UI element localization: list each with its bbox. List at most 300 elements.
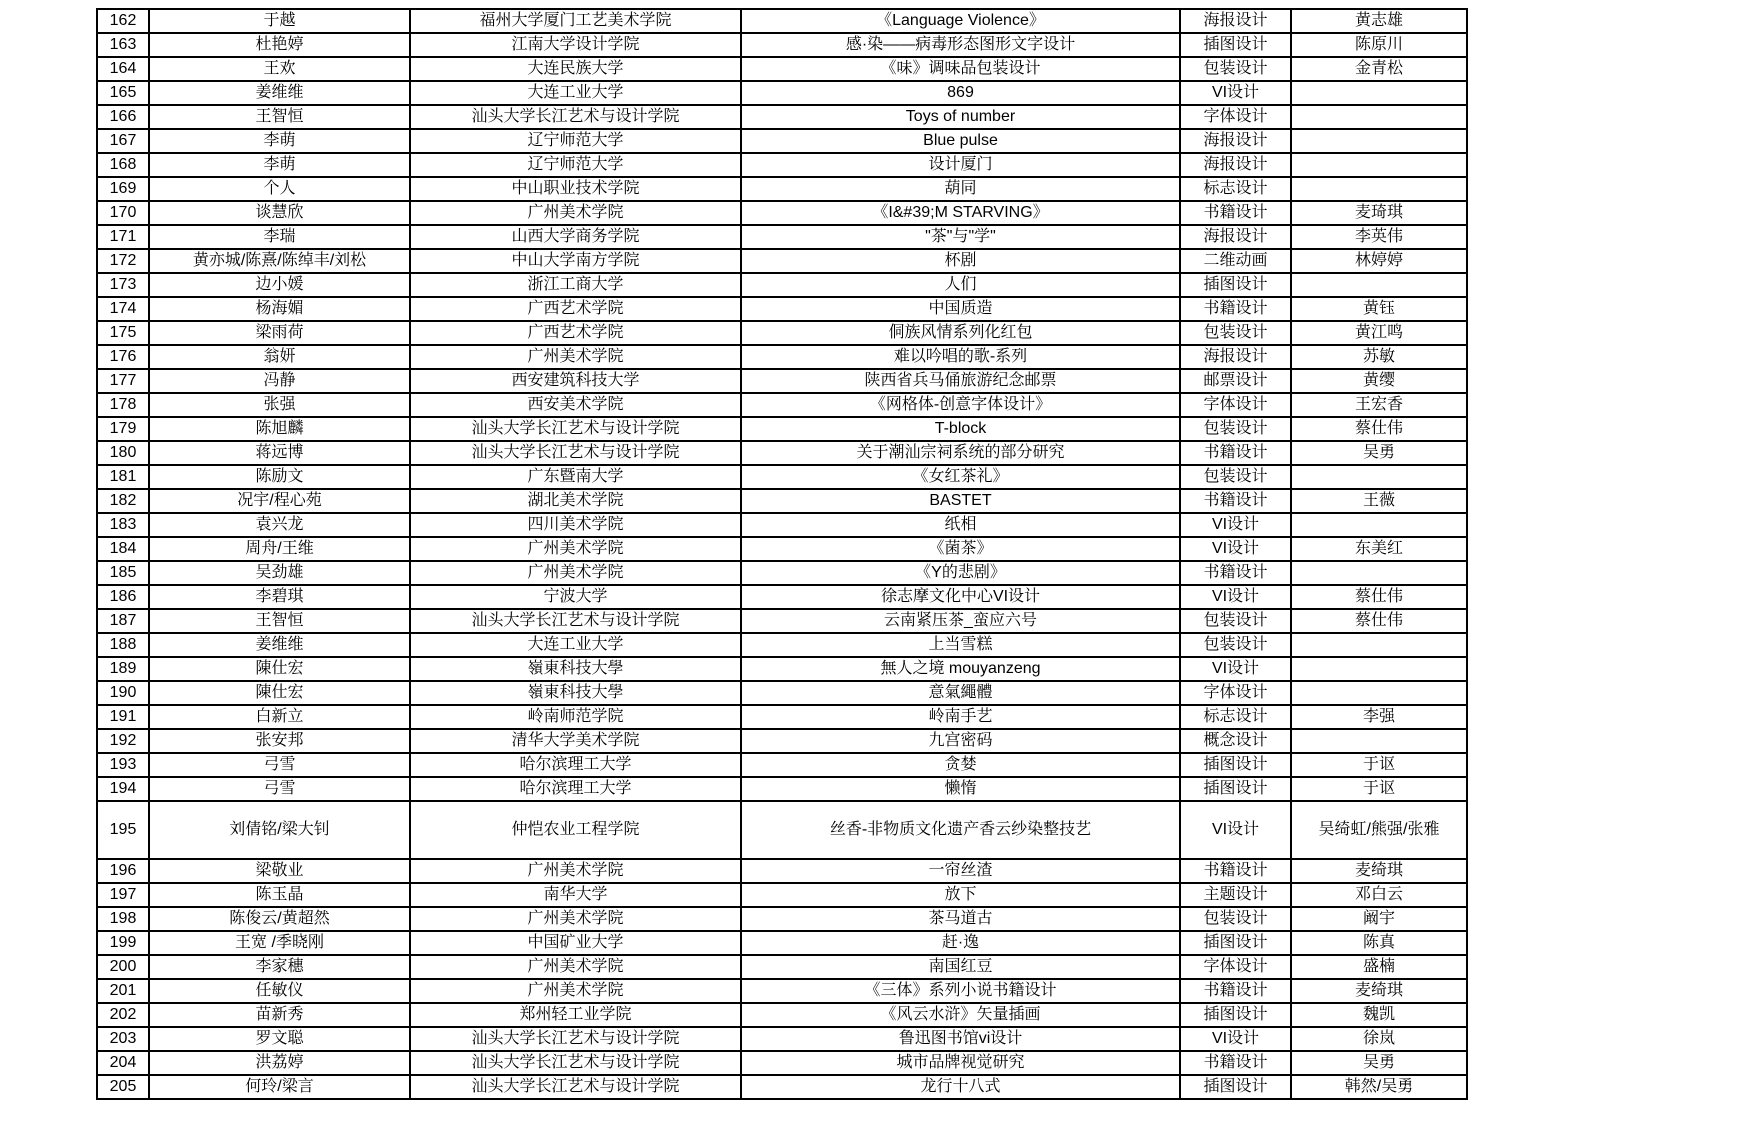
cell-advisor: 阚宇 — [1291, 907, 1467, 931]
cell-category: 海报设计 — [1180, 345, 1291, 369]
cell-name: 李萌 — [149, 153, 410, 177]
cell-category: 书籍设计 — [1180, 859, 1291, 883]
cell-no: 180 — [97, 441, 149, 465]
cell-no: 189 — [97, 657, 149, 681]
cell-school: 汕头大学长江艺术与设计学院 — [410, 1075, 741, 1099]
cell-work: 陕西省兵马俑旅游纪念邮票 — [741, 369, 1180, 393]
cell-category: 书籍设计 — [1180, 489, 1291, 513]
table-row — [97, 585, 1467, 609]
table-row — [97, 859, 1467, 883]
cell-school: 湖北美术学院 — [410, 489, 741, 513]
cell-name: 张安邦 — [149, 729, 410, 753]
cell-school: 西安建筑科技大学 — [410, 369, 741, 393]
cell-category: 书籍设计 — [1180, 201, 1291, 225]
cell-work: 《Language Violence》 — [741, 9, 1180, 33]
table-row — [97, 33, 1467, 57]
cell-category: 书籍设计 — [1180, 297, 1291, 321]
cell-category: 字体设计 — [1180, 955, 1291, 979]
cell-category: 包装设计 — [1180, 417, 1291, 441]
cell-work: 《网格体-创意字体设计》 — [741, 393, 1180, 417]
cell-category: VI设计 — [1180, 537, 1291, 561]
cell-name: 李萌 — [149, 129, 410, 153]
cell-school: 浙江工商大学 — [410, 273, 741, 297]
cell-school: 广州美术学院 — [410, 345, 741, 369]
cell-school: 南华大学 — [410, 883, 741, 907]
cell-work: 意氣繩體 — [741, 681, 1180, 705]
cell-school: 广州美术学院 — [410, 537, 741, 561]
cell-name: 梁雨荷 — [149, 321, 410, 345]
cell-no: 185 — [97, 561, 149, 585]
cell-category: 海报设计 — [1180, 225, 1291, 249]
cell-work: 南国红豆 — [741, 955, 1180, 979]
cell-no: 176 — [97, 345, 149, 369]
cell-school: 大连工业大学 — [410, 633, 741, 657]
cell-school: 广州美术学院 — [410, 859, 741, 883]
cell-no: 182 — [97, 489, 149, 513]
table-row — [97, 561, 1467, 585]
cell-category: 插图设计 — [1180, 33, 1291, 57]
cell-work: 龙行十八式 — [741, 1075, 1180, 1099]
cell-name: 梁敬业 — [149, 859, 410, 883]
cell-no: 175 — [97, 321, 149, 345]
cell-advisor: 盛楠 — [1291, 955, 1467, 979]
table-row — [97, 249, 1467, 273]
cell-work: 《味》调味品包装设计 — [741, 57, 1180, 81]
cell-advisor: 麦绮琪 — [1291, 979, 1467, 1003]
cell-no: 177 — [97, 369, 149, 393]
cell-advisor: 徐岚 — [1291, 1027, 1467, 1051]
cell-work: 难以吟唱的歌-系列 — [741, 345, 1180, 369]
cell-work: 纸相 — [741, 513, 1180, 537]
cell-work: 关于潮汕宗祠系统的部分研究 — [741, 441, 1180, 465]
cell-name: 张强 — [149, 393, 410, 417]
cell-advisor: 陈真 — [1291, 931, 1467, 955]
cell-work: 《风云水浒》矢量插画 — [741, 1003, 1180, 1027]
cell-work: BASTET — [741, 489, 1180, 513]
table-row — [97, 105, 1467, 129]
table-row — [97, 633, 1467, 657]
cell-work: 九宫密码 — [741, 729, 1180, 753]
cell-school: 嶺東科技大學 — [410, 681, 741, 705]
cell-category: 字体设计 — [1180, 681, 1291, 705]
cell-advisor: 麦琦琪 — [1291, 201, 1467, 225]
cell-work: 侗族风情系列化红包 — [741, 321, 1180, 345]
table-row — [97, 907, 1467, 931]
cell-name: 蒋远博 — [149, 441, 410, 465]
table-row — [97, 705, 1467, 729]
cell-advisor: 于讴 — [1291, 753, 1467, 777]
cell-advisor: 蔡仕伟 — [1291, 417, 1467, 441]
cell-advisor: 王宏香 — [1291, 393, 1467, 417]
cell-no: 162 — [97, 9, 149, 33]
table-row — [97, 1051, 1467, 1075]
table-row — [97, 129, 1467, 153]
cell-school: 四川美术学院 — [410, 513, 741, 537]
cell-no: 191 — [97, 705, 149, 729]
cell-school: 汕头大学长江艺术与设计学院 — [410, 1027, 741, 1051]
cell-name: 任敏仪 — [149, 979, 410, 1003]
cell-work: 一帘丝渣 — [741, 859, 1180, 883]
cell-name: 个人 — [149, 177, 410, 201]
cell-advisor — [1291, 129, 1467, 153]
cell-work: 设计厦门 — [741, 153, 1180, 177]
cell-advisor: 陈原川 — [1291, 33, 1467, 57]
cell-category: 概念设计 — [1180, 729, 1291, 753]
cell-advisor: 吴勇 — [1291, 441, 1467, 465]
cell-school: 广西艺术学院 — [410, 297, 741, 321]
cell-name: 陈励文 — [149, 465, 410, 489]
cell-school: 广东暨南大学 — [410, 465, 741, 489]
cell-work: Blue pulse — [741, 129, 1180, 153]
cell-name: 王欢 — [149, 57, 410, 81]
table-row — [97, 609, 1467, 633]
cell-school: 嶺東科技大學 — [410, 657, 741, 681]
cell-name: 杨海媚 — [149, 297, 410, 321]
cell-no: 183 — [97, 513, 149, 537]
cell-advisor: 李强 — [1291, 705, 1467, 729]
cell-name: 陈俊云/黄超然 — [149, 907, 410, 931]
cell-advisor: 苏敏 — [1291, 345, 1467, 369]
cell-category: VI设计 — [1180, 81, 1291, 105]
cell-no: 194 — [97, 777, 149, 801]
cell-work: 丝香-非物质文化遗产香云纱染整技艺 — [741, 801, 1180, 859]
cell-no: 170 — [97, 201, 149, 225]
cell-advisor: 金青松 — [1291, 57, 1467, 81]
cell-school: 广州美术学院 — [410, 907, 741, 931]
cell-name: 杜艳婷 — [149, 33, 410, 57]
cell-work: 人们 — [741, 273, 1180, 297]
cell-work: "茶"与"学" — [741, 225, 1180, 249]
cell-work: 感·染——病毒形态图形文字设计 — [741, 33, 1180, 57]
cell-work: 杯剧 — [741, 249, 1180, 273]
cell-category: 字体设计 — [1180, 393, 1291, 417]
table-row — [97, 537, 1467, 561]
cell-category: 插图设计 — [1180, 1003, 1291, 1027]
cell-no: 192 — [97, 729, 149, 753]
cell-name: 边小媛 — [149, 273, 410, 297]
cell-advisor: 东美红 — [1291, 537, 1467, 561]
table-row — [97, 801, 1467, 859]
table-row — [97, 681, 1467, 705]
cell-category: 书籍设计 — [1180, 979, 1291, 1003]
cell-work: 《三体》系列小说书籍设计 — [741, 979, 1180, 1003]
cell-advisor — [1291, 105, 1467, 129]
table-row — [97, 201, 1467, 225]
table-row — [97, 345, 1467, 369]
cell-no: 178 — [97, 393, 149, 417]
cell-category: 包装设计 — [1180, 321, 1291, 345]
cell-work: 《女红茶礼》 — [741, 465, 1180, 489]
table-row — [97, 9, 1467, 33]
cell-advisor: 吴勇 — [1291, 1051, 1467, 1075]
cell-name: 况宇/程心苑 — [149, 489, 410, 513]
cell-no: 198 — [97, 907, 149, 931]
cell-name: 陈玉晶 — [149, 883, 410, 907]
cell-no: 184 — [97, 537, 149, 561]
cell-name: 王智恒 — [149, 105, 410, 129]
cell-advisor — [1291, 81, 1467, 105]
table-row — [97, 1003, 1467, 1027]
cell-category: VI设计 — [1180, 513, 1291, 537]
cell-work: 《菌茶》 — [741, 537, 1180, 561]
table-row — [97, 489, 1467, 513]
cell-no: 169 — [97, 177, 149, 201]
cell-work: 放下 — [741, 883, 1180, 907]
cell-no: 193 — [97, 753, 149, 777]
cell-no: 205 — [97, 1075, 149, 1099]
cell-advisor: 李英伟 — [1291, 225, 1467, 249]
cell-school: 辽宁师范大学 — [410, 129, 741, 153]
table-row — [97, 57, 1467, 81]
cell-no: 173 — [97, 273, 149, 297]
cell-school: 福州大学厦门工艺美术学院 — [410, 9, 741, 33]
table-row — [97, 273, 1467, 297]
cell-advisor: 林婷婷 — [1291, 249, 1467, 273]
cell-work: 徐志摩文化中心VI设计 — [741, 585, 1180, 609]
cell-work: 《I&#39;M STARVING》 — [741, 201, 1180, 225]
cell-school: 汕头大学长江艺术与设计学院 — [410, 105, 741, 129]
cell-category: 海报设计 — [1180, 129, 1291, 153]
table-row — [97, 1075, 1467, 1099]
cell-work: 城市品牌视觉研究 — [741, 1051, 1180, 1075]
cell-name: 姜维维 — [149, 633, 410, 657]
table-row — [97, 753, 1467, 777]
cell-school: 广州美术学院 — [410, 979, 741, 1003]
cell-no: 190 — [97, 681, 149, 705]
cell-school: 汕头大学长江艺术与设计学院 — [410, 1051, 741, 1075]
cell-name: 于越 — [149, 9, 410, 33]
table-row — [97, 729, 1467, 753]
cell-name: 李碧琪 — [149, 585, 410, 609]
cell-advisor: 邓白云 — [1291, 883, 1467, 907]
cell-school: 辽宁师范大学 — [410, 153, 741, 177]
table-body — [97, 9, 1467, 1099]
cell-advisor — [1291, 273, 1467, 297]
cell-no: 203 — [97, 1027, 149, 1051]
cell-no: 200 — [97, 955, 149, 979]
table-row — [97, 321, 1467, 345]
cell-work: 鲁迅图书馆vi设计 — [741, 1027, 1180, 1051]
cell-category: 插图设计 — [1180, 931, 1291, 955]
cell-no: 179 — [97, 417, 149, 441]
cell-advisor: 王薇 — [1291, 489, 1467, 513]
table-row — [97, 177, 1467, 201]
cell-name: 陈旭麟 — [149, 417, 410, 441]
table-row — [97, 777, 1467, 801]
cell-advisor: 魏凯 — [1291, 1003, 1467, 1027]
cell-advisor: 韩然/吴勇 — [1291, 1075, 1467, 1099]
cell-category: 包装设计 — [1180, 57, 1291, 81]
cell-category: VI设计 — [1180, 585, 1291, 609]
cell-no: 167 — [97, 129, 149, 153]
table-row — [97, 513, 1467, 537]
cell-work: 懒惰 — [741, 777, 1180, 801]
cell-advisor — [1291, 681, 1467, 705]
cell-school: 中山职业技术学院 — [410, 177, 741, 201]
cell-no: 186 — [97, 585, 149, 609]
cell-no: 197 — [97, 883, 149, 907]
cell-school: 宁波大学 — [410, 585, 741, 609]
cell-name: 翁妍 — [149, 345, 410, 369]
cell-no: 187 — [97, 609, 149, 633]
cell-category: 包装设计 — [1180, 465, 1291, 489]
cell-category: 邮票设计 — [1180, 369, 1291, 393]
cell-name: 李家穗 — [149, 955, 410, 979]
cell-name: 姜维维 — [149, 81, 410, 105]
cell-advisor: 黄钰 — [1291, 297, 1467, 321]
cell-no: 201 — [97, 979, 149, 1003]
cell-category: VI设计 — [1180, 1027, 1291, 1051]
cell-no: 181 — [97, 465, 149, 489]
cell-advisor: 黄江鸣 — [1291, 321, 1467, 345]
cell-advisor: 麦绮琪 — [1291, 859, 1467, 883]
cell-work: 赶·逸 — [741, 931, 1180, 955]
cell-advisor: 蔡仕伟 — [1291, 585, 1467, 609]
cell-category: 海报设计 — [1180, 153, 1291, 177]
cell-name: 王宽 /季晓刚 — [149, 931, 410, 955]
cell-category: 字体设计 — [1180, 105, 1291, 129]
cell-school: 汕头大学长江艺术与设计学院 — [410, 441, 741, 465]
cell-advisor: 黄志雄 — [1291, 9, 1467, 33]
cell-advisor: 于讴 — [1291, 777, 1467, 801]
table-row — [97, 883, 1467, 907]
cell-name: 刘倩铭/梁大钊 — [149, 801, 410, 859]
cell-advisor: 吴绮虹/熊强/张雅 — [1291, 801, 1467, 859]
cell-category: 插图设计 — [1180, 753, 1291, 777]
cell-work: 云南紧压茶_蛮应六号 — [741, 609, 1180, 633]
cell-category: 海报设计 — [1180, 9, 1291, 33]
cell-school: 广州美术学院 — [410, 955, 741, 979]
cell-school: 汕头大学长江艺术与设计学院 — [410, 609, 741, 633]
cell-no: 174 — [97, 297, 149, 321]
cell-name: 黄亦城/陈熹/陈绰丰/刘松 — [149, 249, 410, 273]
cell-no: 196 — [97, 859, 149, 883]
cell-no: 202 — [97, 1003, 149, 1027]
cell-advisor — [1291, 657, 1467, 681]
cell-school: 哈尔滨理工大学 — [410, 753, 741, 777]
cell-advisor — [1291, 513, 1467, 537]
table-row — [97, 81, 1467, 105]
cell-name: 苗新秀 — [149, 1003, 410, 1027]
cell-name: 洪荔婷 — [149, 1051, 410, 1075]
cell-name: 吴劲雄 — [149, 561, 410, 585]
cell-name: 王智恒 — [149, 609, 410, 633]
cell-name: 何玲/梁言 — [149, 1075, 410, 1099]
cell-no: 199 — [97, 931, 149, 955]
table-row — [97, 979, 1467, 1003]
cell-no: 166 — [97, 105, 149, 129]
cell-name: 袁兴龙 — [149, 513, 410, 537]
cell-category: 插图设计 — [1180, 777, 1291, 801]
table-row — [97, 369, 1467, 393]
cell-school: 大连工业大学 — [410, 81, 741, 105]
cell-name: 冯静 — [149, 369, 410, 393]
cell-no: 204 — [97, 1051, 149, 1075]
cell-category: 包装设计 — [1180, 609, 1291, 633]
cell-work: 無人之境 mouyanzeng — [741, 657, 1180, 681]
cell-no: 188 — [97, 633, 149, 657]
cell-category: VI设计 — [1180, 801, 1291, 859]
cell-school: 岭南师范学院 — [410, 705, 741, 729]
cell-category: 书籍设计 — [1180, 1051, 1291, 1075]
cell-work: 上当雪糕 — [741, 633, 1180, 657]
cell-name: 谈慧欣 — [149, 201, 410, 225]
cell-no: 165 — [97, 81, 149, 105]
cell-work: 《Y的悲剧》 — [741, 561, 1180, 585]
cell-advisor — [1291, 561, 1467, 585]
table-row — [97, 931, 1467, 955]
table-row — [97, 1027, 1467, 1051]
cell-school: 西安美术学院 — [410, 393, 741, 417]
cell-school: 郑州轻工业学院 — [410, 1003, 741, 1027]
cell-name: 陳仕宏 — [149, 681, 410, 705]
table-row — [97, 465, 1467, 489]
cell-school: 广州美术学院 — [410, 561, 741, 585]
cell-school: 汕头大学长江艺术与设计学院 — [410, 417, 741, 441]
cell-school: 中山大学南方学院 — [410, 249, 741, 273]
cell-work: 岭南手艺 — [741, 705, 1180, 729]
cell-category: 二维动画 — [1180, 249, 1291, 273]
table-row — [97, 297, 1467, 321]
cell-category: 主题设计 — [1180, 883, 1291, 907]
cell-work: 869 — [741, 81, 1180, 105]
cell-name: 弓雪 — [149, 777, 410, 801]
cell-school: 哈尔滨理工大学 — [410, 777, 741, 801]
cell-school: 清华大学美术学院 — [410, 729, 741, 753]
cell-school: 广州美术学院 — [410, 201, 741, 225]
cell-category: 包装设计 — [1180, 907, 1291, 931]
cell-name: 罗文聪 — [149, 1027, 410, 1051]
cell-name: 陳仕宏 — [149, 657, 410, 681]
cell-name: 弓雪 — [149, 753, 410, 777]
cell-no: 163 — [97, 33, 149, 57]
cell-school: 中国矿业大学 — [410, 931, 741, 955]
cell-work: 茶马道古 — [741, 907, 1180, 931]
award-list-table — [96, 8, 1468, 1100]
cell-advisor — [1291, 153, 1467, 177]
cell-no: 168 — [97, 153, 149, 177]
cell-advisor: 蔡仕伟 — [1291, 609, 1467, 633]
table-row — [97, 657, 1467, 681]
table-row — [97, 153, 1467, 177]
cell-advisor: 黄缨 — [1291, 369, 1467, 393]
cell-work: T-block — [741, 417, 1180, 441]
cell-no: 164 — [97, 57, 149, 81]
cell-no: 171 — [97, 225, 149, 249]
cell-no: 172 — [97, 249, 149, 273]
cell-category: 书籍设计 — [1180, 441, 1291, 465]
cell-school: 广西艺术学院 — [410, 321, 741, 345]
table-row — [97, 225, 1467, 249]
cell-category: 包装设计 — [1180, 633, 1291, 657]
cell-category: 书籍设计 — [1180, 561, 1291, 585]
cell-category: 插图设计 — [1180, 1075, 1291, 1099]
cell-category: 插图设计 — [1180, 273, 1291, 297]
cell-advisor — [1291, 633, 1467, 657]
table-row — [97, 393, 1467, 417]
cell-name: 白新立 — [149, 705, 410, 729]
cell-school: 大连民族大学 — [410, 57, 741, 81]
cell-category: 标志设计 — [1180, 705, 1291, 729]
table-row — [97, 955, 1467, 979]
cell-school: 仲恺农业工程学院 — [410, 801, 741, 859]
cell-name: 李瑞 — [149, 225, 410, 249]
cell-work: Toys of number — [741, 105, 1180, 129]
cell-school: 江南大学设计学院 — [410, 33, 741, 57]
cell-advisor — [1291, 465, 1467, 489]
table-row — [97, 417, 1467, 441]
cell-work: 贪婪 — [741, 753, 1180, 777]
